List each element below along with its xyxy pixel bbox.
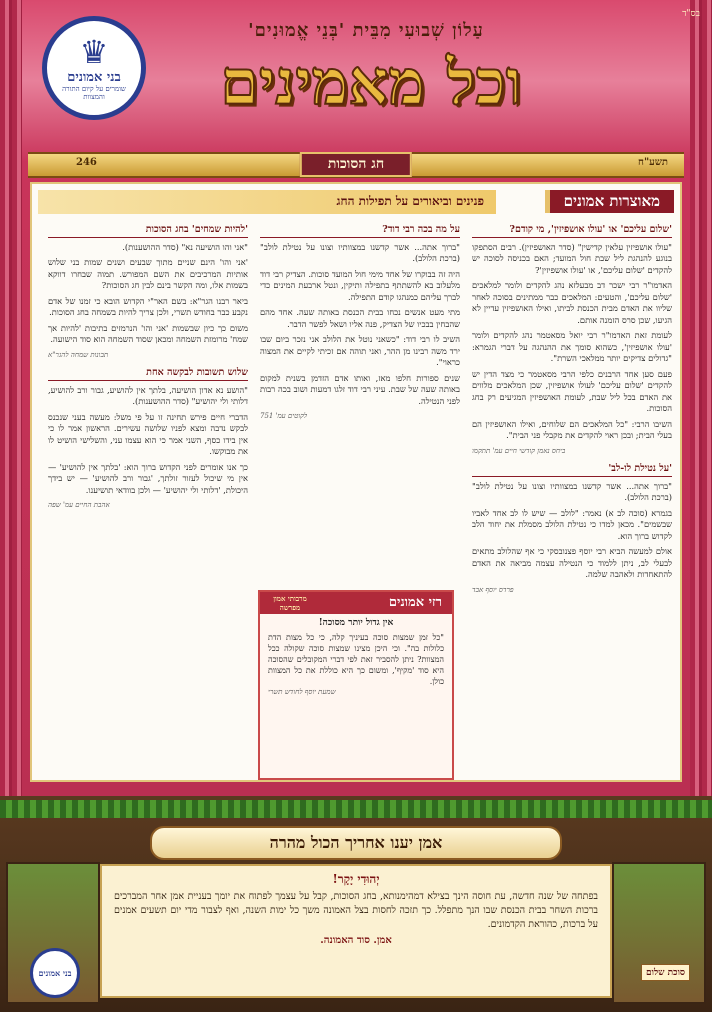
section-title: חג הסוכות — [300, 152, 412, 177]
paragraph: "אני והו הושיעה נא" (סדר ההושענות). — [122, 241, 248, 252]
source-citation: שמעת יוסף לחודש תשרי — [268, 688, 336, 696]
masthead — [28, 14, 684, 144]
article-heading: 'שלום עליכם' או 'עולו אושפיזין', מי קודם? — [472, 224, 672, 238]
article-heading: על מה בכה רבי דוד? — [260, 224, 460, 238]
paragraph: האדמו"ר רבי ישכר דב מבעלזא נהג להקדים ולומר למלאכים 'שלום עליכם', והטעים: המלאכים כבר ממתינים בסוכה לאחר שליוו את האדם מבית הכנסת לביתו, ואילו האושפיזין עדיין לא הגיעו, שכן סרס הזמנה אותם. — [472, 280, 672, 325]
paragraph: הדברי חיים פירש תחינה זו על פי משל: מעשה בעני שנכנס לבקש נדבה ומצא לפניו שלושה עשירים. הראשון אמר לו כי אין בידו כסף, השני אמר כי הוא עצמו עני, והשלישי הושיט לו את מבוקשו. — [48, 411, 248, 456]
article-heading: שלוש תשובות לבקשה אחת — [48, 367, 248, 381]
paragraph: משום כך כיון שבשמות 'אני והו' הנרמזים בתיבות 'להיות אך שמח' מרומזת השמחה ומכאן שסוד השמחה הוא סוד הישועה. — [48, 322, 248, 344]
paragraph: "ברוך אתה... אשר קדשנו במצוותיו וצונו על נטילת לולב" (ברכת הלולב). — [260, 241, 460, 263]
paragraph: לעומת זאת האדמו"ר רבי יואל מסאטמר נהג להקדים ולומר 'עולו אושפיזין', כשהוא סומך את ההנהגה על דברי הגמרא: "גדולים צדיקים יותר ממלאכי השרת". — [472, 330, 672, 363]
source-citation: לקוטים עמ' 751 — [260, 412, 308, 420]
issue-band — [28, 152, 684, 178]
sidebar-box-title: רזי אמונים — [388, 595, 442, 610]
article-heading: 'להיות שמחים' בחג הסוכות — [48, 224, 248, 238]
paragraph: בגמרא (סוכה לב א) נאמר: "לולב — שיש לו לב אחד לאביו שבשמים". מכאן למדו כי נטילת הלולב מסמלת את יחוד הלב לקדוש ברוך הוא. — [472, 507, 672, 541]
paragraph: מתי מעט אנשים נכחו בבית הכנסת באותה שעה. אחד מהם שהבחין בבכיו של הצדיק, פנה אליו ושאל לפשר הדבר. — [260, 307, 460, 329]
sidebar-box-header — [260, 592, 452, 614]
crown-icon: ♛ — [79, 33, 109, 71]
masthead-subtitle: עַלוֹן שְׁבוּעִי מִבֵּית 'בְּנֵי אֱמוּנִים' — [248, 20, 484, 41]
sidebar-box-text: "כל זמן שמצות סוכה בעיניך קלה, כי כל מצות הדת כלולות בה". וכי היכן מצינו שמצות סוכה שקולה ככל המצוות? ניתן להסביר זאת לפי דברי המקובלים שהסוכה היא סוד 'מקיף', ומשום כך היא כוללת את כל המצוות כולן. — [268, 633, 444, 686]
paragraph: היה זה בבוקרו של אחד מימי חול המועד סוכות. הצדיק רבי דוד מלעלוב בא להשתתף בתפילה ותיקין, ונטל ארבעת המינים כדי לברך עליהם כמנהגו קודם התפילה. — [260, 268, 460, 302]
paragraph: כך אנו אומרים לפני הקדוש ברוך הוא: 'בלתך אין להושיע' — אין מי שיכול לעזור זולתך, 'גבור ורב להושיע' — יש בידך היכולת, 'דלותי ולי יהושיע' — ולכן בוודאי תושיענו. — [48, 461, 248, 495]
paragraph: השיב לו רבי דוד: "כשאני נוטל את הלולב אני נזכר ביום שבו ירד משה רבינו מן ההר, ואני תוהה אם זכיתי לקיים את המצוה כראוי". — [260, 334, 460, 367]
paragraph: אולם למעשה הביא רבי יוסף פצנובסקי כי אף שהלולב מתאים לבעלי לב, ניתן ללמוד כי הנטילה עצמה מביאה את האדם להתאחדות ולאהבה שלמה. — [472, 546, 672, 579]
article-heading: 'על נטילת לו-לב' — [472, 463, 672, 477]
paragraph: פעם סען אחד הרבנים כלפי הרבי מסאטמר כי מצד הדין יש להקדים 'שלום עליכם' לעולו אושפיזין, שכן המלאכים מלווים את האדם בכל ליל שבת, לעומת האושפיזין המגיעים רק בחג הסוכות. — [472, 368, 672, 413]
issue-number: 246 — [76, 157, 97, 168]
source-citation: אהבת החיים עמ' שפה — [48, 501, 110, 509]
logo — [42, 16, 146, 120]
logo-tagline: שומרים על קיום התורה והמצוות — [62, 85, 126, 101]
source-citation: פרדס יוסף אבד — [472, 585, 514, 594]
paragraph: "עולו אושפיזין עלאין קדישין" (סדר האושפיזין). רבים הסתפקו בנוגע להנהגת ליל שבת חול המועד; האם בכניסה לסוכה יש להקדים 'שלום עליכם', או 'עולו אושפיזין'? — [472, 241, 672, 275]
logo-name: בני אמונים — [67, 70, 121, 85]
paragraph: השיבו הרבי: "כל המלאכים הם שלוחים, ואילו האושפיזין הם בעלי הבית; ובכן ראוי להקדים את מקבלי פני הבית". — [472, 418, 672, 440]
sidebar-box-body — [260, 614, 452, 708]
footer-ad — [0, 796, 712, 1012]
sidebar-box — [258, 590, 454, 780]
content-header — [38, 190, 674, 214]
content-subtitle: פנינים וביאורים על תפילות החג — [38, 190, 496, 214]
content-title: מאוצרות אמונים — [545, 190, 674, 213]
source-citation: תבונות שמחה להגר"א — [48, 350, 109, 359]
paragraph: 'אני והו' הינם שניים מתוך שבעים ושנים שמות בני שלוש אותיות המרכיבים את השם המפורש. תמוה שבחרו דווקא בשמות אלו, ומה הקשר בינם לבין חג הסוכות? — [48, 257, 248, 290]
footer-banner: אמן יענו אחריך הכול מהרה — [150, 826, 562, 860]
footer-closing: אמן. סוד האמונה. — [320, 935, 392, 946]
footer-text: בפתחה של שנה חדשה, עת חוסה הינך בצילא דמהימנותא, בחג הסוכות, קבל על עצמך לפתוח את יומך בעניית אמן אחר המברכים ברכות השחר בבית הכנסת שבו הנך מתפלל. כך תזכה לחסות בצל האמונה משך כל ימות השנה, ואף לצבור מדי יום תשעים אמנים על ברכות, כהוראת הקדמונים. — [114, 891, 598, 930]
footer-greeting: יְהוּדִי יָקָר! — [332, 872, 380, 886]
issue-year: תשע"ח — [638, 157, 668, 168]
column-right — [472, 222, 672, 772]
footer-message — [100, 864, 612, 998]
columns — [40, 222, 672, 772]
column-left — [48, 222, 248, 772]
masthead-title: וכל מאמינים — [220, 46, 522, 119]
source-citation: ביחס נאמן קודשי חיים עמ' תתקמו — [472, 446, 566, 455]
paragraph: ביאר רבנו הגר"א: בשם האר"י הקדוש הובא כי זמנו של אדם נקבע כבר בחודש תשרי, ולכן צריך להיות בשמחה בחג הסוכות. — [48, 295, 248, 317]
sechach-border — [0, 800, 712, 818]
sidebar-box-tag: מרבותי אמון מפרשה — [273, 594, 307, 612]
sidebar-box-heading: אין גדול יותר מסוכה! — [318, 618, 394, 628]
paragraph: "ברוך אתה... אשר קדשנו במצוותיו וצונו על נטילת לולב" (ברכת הלולב). — [472, 480, 672, 502]
bsd-mark: בס"ד — [682, 9, 700, 19]
paragraph: "הושע נא אדון הושיעה, בלתך אין להושיע, גבור ורב להושיע, דלותי ולי יהושיע" (סדר ההושענות). — [48, 384, 248, 406]
paragraph: שנים ספורות חלפו מאז, ואותו אדם הזדמן בשנית למקום באותה שעה של שבת. עיני רבי דוד זלגו דמעות ושוב בכה רבות לפני הנטילה. — [260, 372, 460, 406]
sukkah-sign: סוכת שלום — [641, 964, 690, 981]
sukkah-illustration — [612, 862, 706, 1004]
content-paper — [30, 182, 682, 782]
footer-logo: בני אמונים — [30, 948, 80, 998]
